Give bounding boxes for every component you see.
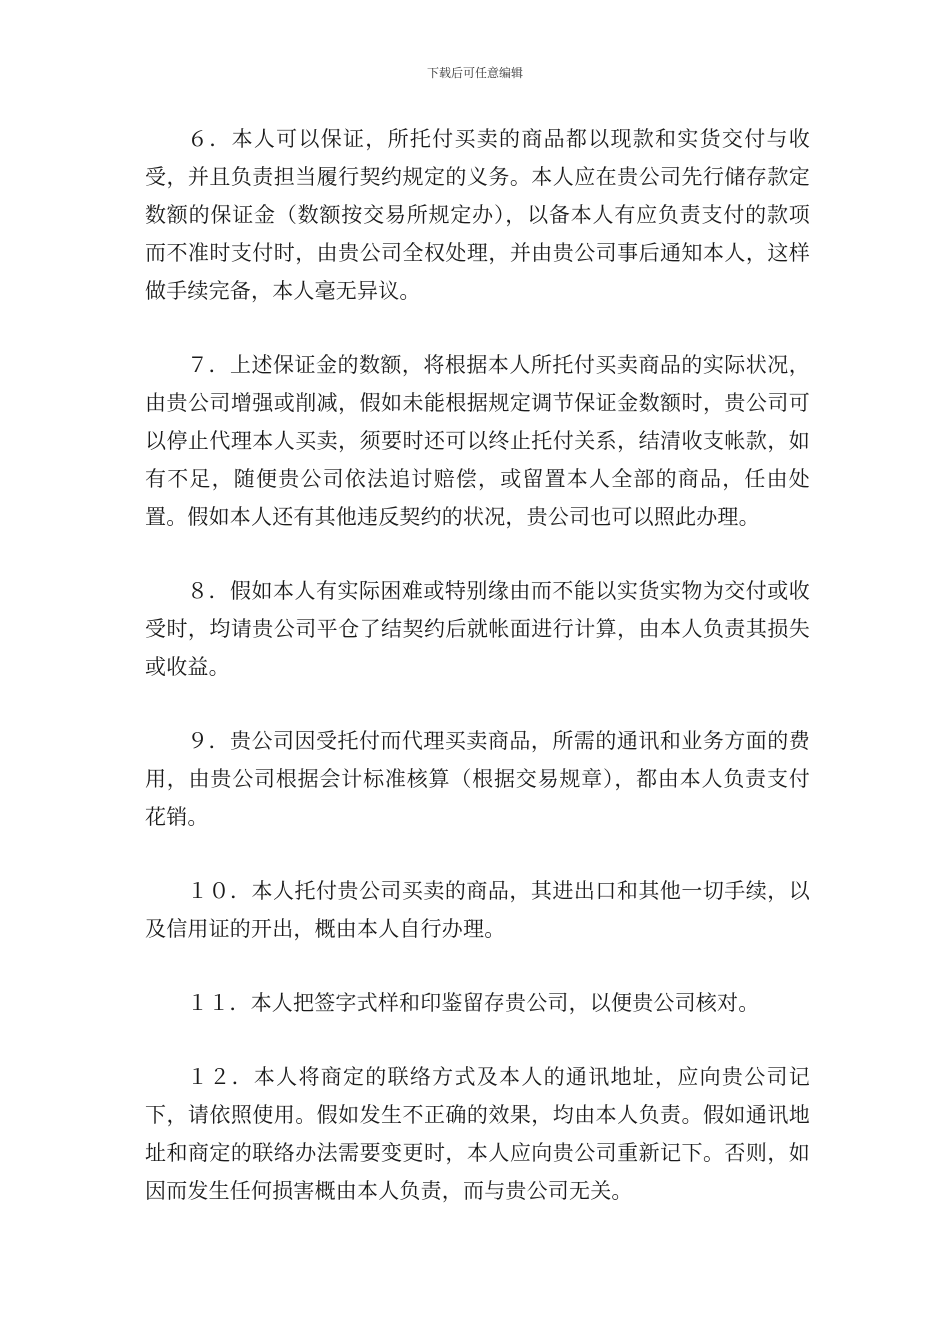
- document-body: [145, 120, 810, 1210]
- clause-7: ７．上述保证金的数额，将根据本人所托付买卖商品的实际状况，由贵公司增强或削减，假如未能根据规定调节保证金数额时，贵公司可以停止代理本人买卖，须要时还可以终止托付关系，结清收支帐款，如有不足，随便贵公司依法追讨赔偿，或留置本人全部的商品，任由处置。假如本人还有其他违反契约的状况，贵公司也可以照此办理。: [145, 353, 810, 529]
- clause-6: ６．本人可以保证，所托付买卖的商品都以现款和实货交付与收受，并且负责担当履行契约规定的义务。本人应在贵公司先行储存款定数额的保证金（数额按交易所规定办），以备本人有应负责支付的款项而不准时支付时，由贵公司全权处理，并由贵公司事后通知本人，这样做手续完备，本人毫无异议。: [145, 127, 810, 303]
- clause-12: １２．本人将商定的联络方式及本人的通讯地址，应向贵公司记下，请依照使用。假如发生不正确的效果，均由本人负责。假如通讯地址和商定的联络办法需要变更时，本人应向贵公司重新记下。否则，如因而发生任何损害概由本人负责，而与贵公司无关。: [145, 1065, 810, 1203]
- clause-9: ９．贵公司因受托付而代理买卖商品，所需的通讯和业务方面的费用，由贵公司根据会计标准核算（根据交易规章），都由本人负责支付花销。: [145, 729, 810, 829]
- clause-10: １０．本人托付贵公司买卖的商品，其进出口和其他一切手续，以及信用证的开出，概由本人自行办理。: [145, 879, 810, 941]
- clause-8: ８．假如本人有实际困难或特别缘由而不能以实货实物为交付或收受时，均请贵公司平仓了结契约后就帐面进行计算，由本人负责其损失或收益。: [145, 579, 810, 679]
- clause-11: １１．本人把签字式样和印鉴留存贵公司，以便贵公司核对。: [187, 991, 760, 1015]
- page-header: 下载后可任意编辑: [426, 66, 523, 80]
